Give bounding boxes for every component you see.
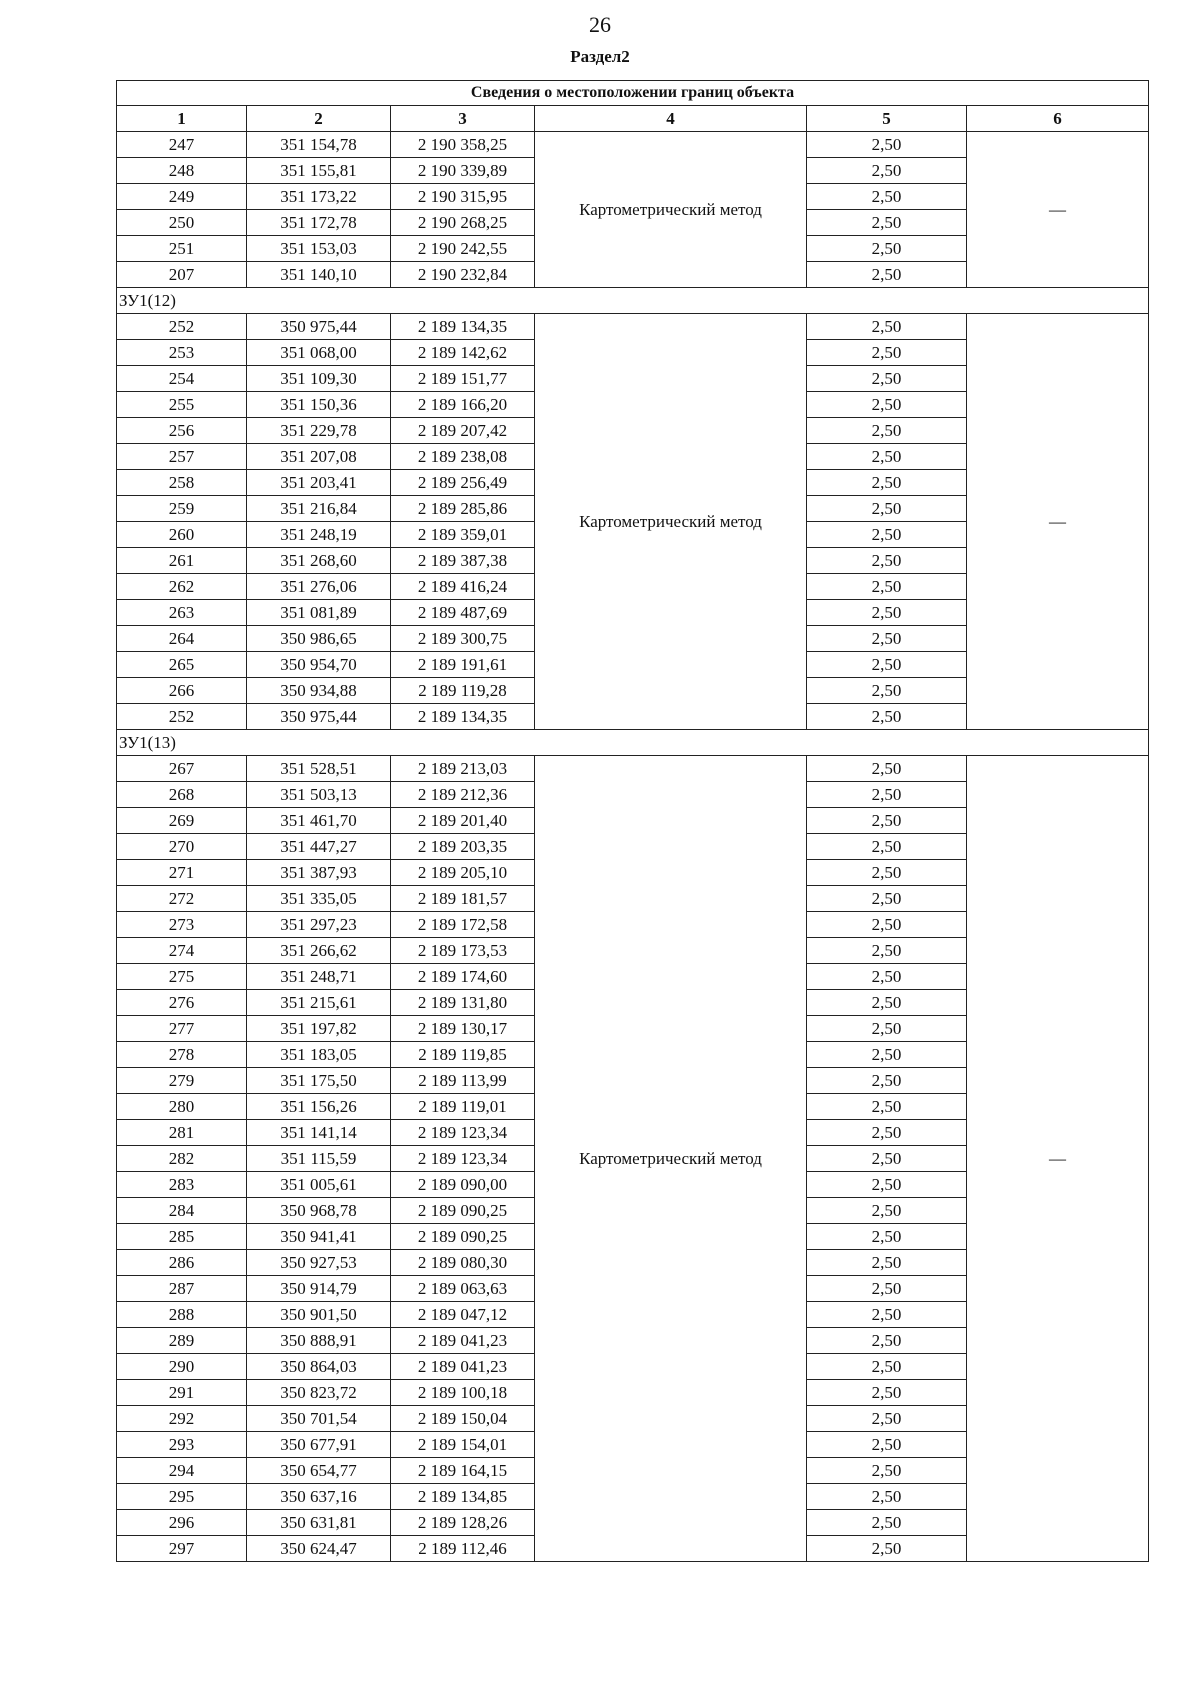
accuracy-value: 2,50 <box>807 704 967 730</box>
coord-y: 2 189 213,03 <box>391 756 535 782</box>
coord-x: 351 141,14 <box>247 1120 391 1146</box>
coord-x: 351 335,05 <box>247 886 391 912</box>
accuracy-value: 2,50 <box>807 1224 967 1250</box>
table-title: Сведения о местоположении границ объекта <box>117 81 1149 106</box>
coord-y: 2 190 268,25 <box>391 210 535 236</box>
point-number: 275 <box>117 964 247 990</box>
coord-x: 351 153,03 <box>247 236 391 262</box>
accuracy-value: 2,50 <box>807 964 967 990</box>
point-number: 283 <box>117 1172 247 1198</box>
group-row <box>117 288 1149 314</box>
accuracy-value: 2,50 <box>807 1458 967 1484</box>
point-number: 261 <box>117 548 247 574</box>
accuracy-value: 2,50 <box>807 1302 967 1328</box>
coord-y: 2 190 315,95 <box>391 184 535 210</box>
coord-y: 2 189 142,62 <box>391 340 535 366</box>
point-number: 269 <box>117 808 247 834</box>
coord-x: 350 701,54 <box>247 1406 391 1432</box>
coord-y: 2 189 090,25 <box>391 1224 535 1250</box>
coord-x: 350 986,65 <box>247 626 391 652</box>
accuracy-value: 2,50 <box>807 470 967 496</box>
coord-x: 351 172,78 <box>247 210 391 236</box>
accuracy-value: 2,50 <box>807 834 967 860</box>
accuracy-value: 2,50 <box>807 184 967 210</box>
coord-x: 351 297,23 <box>247 912 391 938</box>
coord-x: 351 248,71 <box>247 964 391 990</box>
coord-y: 2 190 358,25 <box>391 132 535 158</box>
point-number: 290 <box>117 1354 247 1380</box>
point-number: 267 <box>117 756 247 782</box>
coord-x: 351 229,78 <box>247 418 391 444</box>
coord-x: 351 175,50 <box>247 1068 391 1094</box>
coord-y: 2 189 285,86 <box>391 496 535 522</box>
point-number: 268 <box>117 782 247 808</box>
coord-x: 351 140,10 <box>247 262 391 288</box>
accuracy-value: 2,50 <box>807 1146 967 1172</box>
coord-x: 351 150,36 <box>247 392 391 418</box>
point-number: 260 <box>117 522 247 548</box>
coord-x: 351 203,41 <box>247 470 391 496</box>
coord-x: 350 975,44 <box>247 704 391 730</box>
coord-x: 350 864,03 <box>247 1354 391 1380</box>
coord-x: 350 901,50 <box>247 1302 391 1328</box>
coord-x: 350 677,91 <box>247 1432 391 1458</box>
table-body <box>117 132 1149 1562</box>
coord-y: 2 189 212,36 <box>391 782 535 808</box>
point-number: 294 <box>117 1458 247 1484</box>
point-number: 252 <box>117 314 247 340</box>
point-number: 281 <box>117 1120 247 1146</box>
coord-y: 2 189 172,58 <box>391 912 535 938</box>
coord-y: 2 189 090,00 <box>391 1172 535 1198</box>
coord-y: 2 189 174,60 <box>391 964 535 990</box>
coord-x: 350 888,91 <box>247 1328 391 1354</box>
point-number: 289 <box>117 1328 247 1354</box>
accuracy-value: 2,50 <box>807 938 967 964</box>
coord-x: 351 068,00 <box>247 340 391 366</box>
accuracy-value: 2,50 <box>807 1068 967 1094</box>
coord-y: 2 189 134,35 <box>391 704 535 730</box>
coord-y: 2 189 134,35 <box>391 314 535 340</box>
point-number: 297 <box>117 1536 247 1562</box>
point-number: 254 <box>117 366 247 392</box>
coord-y: 2 189 131,80 <box>391 990 535 1016</box>
point-number: 288 <box>117 1302 247 1328</box>
table-row <box>117 756 1149 782</box>
coord-y: 2 189 090,25 <box>391 1198 535 1224</box>
column-number: 4 <box>535 106 807 132</box>
accuracy-value: 2,50 <box>807 756 967 782</box>
accuracy-value: 2,50 <box>807 548 967 574</box>
accuracy-value: 2,50 <box>807 1016 967 1042</box>
coord-x: 351 197,82 <box>247 1016 391 1042</box>
table-title-row <box>117 81 1149 106</box>
boundary-coordinates-table <box>116 80 1149 1562</box>
column-number-row <box>117 106 1149 132</box>
point-number: 293 <box>117 1432 247 1458</box>
column-6-dash: — <box>967 314 1149 730</box>
point-number: 279 <box>117 1068 247 1094</box>
coord-y: 2 189 150,04 <box>391 1406 535 1432</box>
accuracy-value: 2,50 <box>807 574 967 600</box>
coord-y: 2 189 134,85 <box>391 1484 535 1510</box>
coord-y: 2 189 203,35 <box>391 834 535 860</box>
coord-y: 2 189 123,34 <box>391 1120 535 1146</box>
table-row <box>117 132 1149 158</box>
accuracy-value: 2,50 <box>807 444 967 470</box>
point-number: 285 <box>117 1224 247 1250</box>
coord-x: 350 934,88 <box>247 678 391 704</box>
coord-y: 2 189 387,38 <box>391 548 535 574</box>
coord-x: 351 115,59 <box>247 1146 391 1172</box>
accuracy-value: 2,50 <box>807 860 967 886</box>
accuracy-value: 2,50 <box>807 652 967 678</box>
accuracy-value: 2,50 <box>807 678 967 704</box>
coord-y: 2 189 359,01 <box>391 522 535 548</box>
coord-y: 2 189 041,23 <box>391 1354 535 1380</box>
coord-x: 350 968,78 <box>247 1198 391 1224</box>
coord-x: 351 154,78 <box>247 132 391 158</box>
coord-y: 2 189 164,15 <box>391 1458 535 1484</box>
coord-y: 2 190 242,55 <box>391 236 535 262</box>
accuracy-value: 2,50 <box>807 1484 967 1510</box>
coord-x: 351 503,13 <box>247 782 391 808</box>
point-number: 277 <box>117 1016 247 1042</box>
coord-x: 351 266,62 <box>247 938 391 964</box>
column-6-dash: — <box>967 756 1149 1562</box>
method-cell: Картометрический метод <box>535 756 807 1562</box>
point-number: 292 <box>117 1406 247 1432</box>
accuracy-value: 2,50 <box>807 210 967 236</box>
coord-y: 2 189 191,61 <box>391 652 535 678</box>
point-number: 265 <box>117 652 247 678</box>
point-number: 255 <box>117 392 247 418</box>
coord-y: 2 189 112,46 <box>391 1536 535 1562</box>
coord-x: 350 637,16 <box>247 1484 391 1510</box>
coord-y: 2 190 232,84 <box>391 262 535 288</box>
point-number: 270 <box>117 834 247 860</box>
coord-x: 351 248,19 <box>247 522 391 548</box>
point-number: 266 <box>117 678 247 704</box>
point-number: 291 <box>117 1380 247 1406</box>
coord-x: 350 914,79 <box>247 1276 391 1302</box>
coord-y: 2 189 128,26 <box>391 1510 535 1536</box>
coord-x: 351 155,81 <box>247 158 391 184</box>
accuracy-value: 2,50 <box>807 600 967 626</box>
accuracy-value: 2,50 <box>807 340 967 366</box>
point-number: 250 <box>117 210 247 236</box>
point-number: 253 <box>117 340 247 366</box>
accuracy-value: 2,50 <box>807 808 967 834</box>
point-number: 282 <box>117 1146 247 1172</box>
coord-y: 2 189 130,17 <box>391 1016 535 1042</box>
point-number: 247 <box>117 132 247 158</box>
point-number: 273 <box>117 912 247 938</box>
group-row <box>117 730 1149 756</box>
point-number: 207 <box>117 262 247 288</box>
point-number: 271 <box>117 860 247 886</box>
accuracy-value: 2,50 <box>807 1380 967 1406</box>
coord-x: 350 823,72 <box>247 1380 391 1406</box>
coord-y: 2 189 207,42 <box>391 418 535 444</box>
accuracy-value: 2,50 <box>807 1328 967 1354</box>
coord-y: 2 189 041,23 <box>391 1328 535 1354</box>
accuracy-value: 2,50 <box>807 262 967 288</box>
accuracy-value: 2,50 <box>807 1172 967 1198</box>
column-number: 3 <box>391 106 535 132</box>
column-number: 6 <box>967 106 1149 132</box>
coord-y: 2 189 205,10 <box>391 860 535 886</box>
coord-y: 2 189 416,24 <box>391 574 535 600</box>
point-number: 296 <box>117 1510 247 1536</box>
coord-y: 2 189 238,08 <box>391 444 535 470</box>
coord-x: 351 109,30 <box>247 366 391 392</box>
coord-x: 351 183,05 <box>247 1042 391 1068</box>
point-number: 256 <box>117 418 247 444</box>
accuracy-value: 2,50 <box>807 1536 967 1562</box>
coord-y: 2 189 123,34 <box>391 1146 535 1172</box>
point-number: 287 <box>117 1276 247 1302</box>
coord-y: 2 189 119,85 <box>391 1042 535 1068</box>
coord-y: 2 189 080,30 <box>391 1250 535 1276</box>
accuracy-value: 2,50 <box>807 990 967 1016</box>
group-label: ЗУ1(12) <box>117 288 1149 314</box>
coord-x: 351 268,60 <box>247 548 391 574</box>
coord-y: 2 189 300,75 <box>391 626 535 652</box>
coord-x: 350 624,47 <box>247 1536 391 1562</box>
coord-y: 2 189 047,12 <box>391 1302 535 1328</box>
coord-y: 2 190 339,89 <box>391 158 535 184</box>
coord-x: 350 631,81 <box>247 1510 391 1536</box>
point-number: 274 <box>117 938 247 964</box>
point-number: 276 <box>117 990 247 1016</box>
point-number: 258 <box>117 470 247 496</box>
accuracy-value: 2,50 <box>807 522 967 548</box>
method-cell: Картометрический метод <box>535 314 807 730</box>
column-number: 2 <box>247 106 391 132</box>
accuracy-value: 2,50 <box>807 314 967 340</box>
accuracy-value: 2,50 <box>807 1094 967 1120</box>
coord-x: 351 215,61 <box>247 990 391 1016</box>
point-number: 257 <box>117 444 247 470</box>
accuracy-value: 2,50 <box>807 418 967 444</box>
point-number: 272 <box>117 886 247 912</box>
coord-x: 351 528,51 <box>247 756 391 782</box>
point-number: 278 <box>117 1042 247 1068</box>
coord-x: 351 461,70 <box>247 808 391 834</box>
coord-x: 350 941,41 <box>247 1224 391 1250</box>
accuracy-value: 2,50 <box>807 1432 967 1458</box>
coord-x: 351 173,22 <box>247 184 391 210</box>
page-number: 26 <box>589 12 611 37</box>
coord-y: 2 189 173,53 <box>391 938 535 964</box>
point-number: 284 <box>117 1198 247 1224</box>
point-number: 262 <box>117 574 247 600</box>
coord-x: 351 276,06 <box>247 574 391 600</box>
point-number: 252 <box>117 704 247 730</box>
accuracy-value: 2,50 <box>807 1250 967 1276</box>
coord-x: 350 954,70 <box>247 652 391 678</box>
accuracy-value: 2,50 <box>807 132 967 158</box>
coord-x: 351 387,93 <box>247 860 391 886</box>
accuracy-value: 2,50 <box>807 912 967 938</box>
coord-y: 2 189 100,18 <box>391 1380 535 1406</box>
point-number: 248 <box>117 158 247 184</box>
accuracy-value: 2,50 <box>807 392 967 418</box>
accuracy-value: 2,50 <box>807 782 967 808</box>
coord-x: 351 005,61 <box>247 1172 391 1198</box>
coord-y: 2 189 151,77 <box>391 366 535 392</box>
group-label: ЗУ1(13) <box>117 730 1149 756</box>
point-number: 251 <box>117 236 247 262</box>
point-number: 295 <box>117 1484 247 1510</box>
accuracy-value: 2,50 <box>807 496 967 522</box>
accuracy-value: 2,50 <box>807 1510 967 1536</box>
coord-x: 351 216,84 <box>247 496 391 522</box>
accuracy-value: 2,50 <box>807 366 967 392</box>
column-number: 5 <box>807 106 967 132</box>
coord-y: 2 189 256,49 <box>391 470 535 496</box>
accuracy-value: 2,50 <box>807 236 967 262</box>
section-title: Раздел2 <box>570 47 630 66</box>
coord-x: 350 654,77 <box>247 1458 391 1484</box>
accuracy-value: 2,50 <box>807 1120 967 1146</box>
coord-x: 350 975,44 <box>247 314 391 340</box>
point-number: 263 <box>117 600 247 626</box>
point-number: 259 <box>117 496 247 522</box>
accuracy-value: 2,50 <box>807 1354 967 1380</box>
accuracy-value: 2,50 <box>807 626 967 652</box>
accuracy-value: 2,50 <box>807 1406 967 1432</box>
accuracy-value: 2,50 <box>807 158 967 184</box>
point-number: 249 <box>117 184 247 210</box>
accuracy-value: 2,50 <box>807 1042 967 1068</box>
point-number: 286 <box>117 1250 247 1276</box>
table-row <box>117 314 1149 340</box>
coord-y: 2 189 487,69 <box>391 600 535 626</box>
method-cell: Картометрический метод <box>535 132 807 288</box>
coord-y: 2 189 201,40 <box>391 808 535 834</box>
coord-x: 350 927,53 <box>247 1250 391 1276</box>
coord-y: 2 189 113,99 <box>391 1068 535 1094</box>
column-6-dash: — <box>967 132 1149 288</box>
accuracy-value: 2,50 <box>807 886 967 912</box>
coord-y: 2 189 119,28 <box>391 678 535 704</box>
coord-x: 351 081,89 <box>247 600 391 626</box>
coord-y: 2 189 154,01 <box>391 1432 535 1458</box>
coord-y: 2 189 181,57 <box>391 886 535 912</box>
column-number: 1 <box>117 106 247 132</box>
coord-y: 2 189 119,01 <box>391 1094 535 1120</box>
coord-y: 2 189 166,20 <box>391 392 535 418</box>
accuracy-value: 2,50 <box>807 1198 967 1224</box>
coord-y: 2 189 063,63 <box>391 1276 535 1302</box>
coord-x: 351 207,08 <box>247 444 391 470</box>
accuracy-value: 2,50 <box>807 1276 967 1302</box>
coord-x: 351 447,27 <box>247 834 391 860</box>
coord-x: 351 156,26 <box>247 1094 391 1120</box>
point-number: 280 <box>117 1094 247 1120</box>
point-number: 264 <box>117 626 247 652</box>
